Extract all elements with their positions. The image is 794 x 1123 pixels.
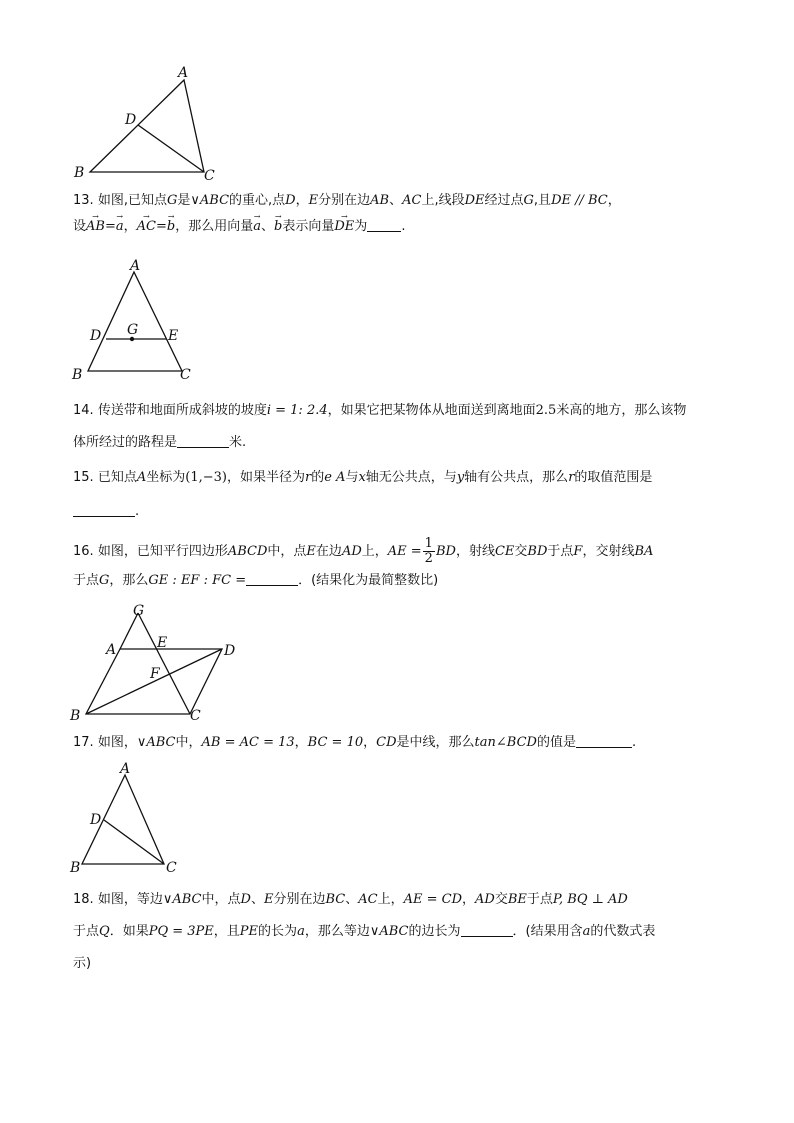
question-17: [73, 730, 733, 756]
label-d: D: [90, 812, 102, 828]
q15-line-2: [73, 499, 733, 525]
fraction-one-half: [423, 537, 435, 566]
label-d: D: [90, 328, 102, 344]
math: F: [573, 544, 583, 559]
math: 2.5: [535, 403, 557, 418]
text: 的: [311, 470, 325, 485]
answer-blank: [246, 571, 298, 586]
q17-number: 17.: [73, 735, 94, 750]
math: PE: [239, 924, 259, 939]
q14-line-1: [73, 398, 733, 424]
text: .: [401, 219, 406, 234]
q18-line-2: [73, 916, 733, 948]
triangle-abc-figure: [72, 62, 232, 182]
question-18: [73, 884, 733, 980]
text: 已知点: [97, 470, 137, 485]
text: 与: [345, 470, 359, 485]
text: 如图,已知点: [97, 193, 167, 208]
math: e A: [324, 470, 346, 485]
math: ∨ABC: [136, 735, 176, 750]
math: DE // BC: [551, 193, 608, 208]
text: 经过点: [484, 193, 524, 208]
text: 的取值范围是: [574, 470, 653, 485]
text: ，: [294, 735, 308, 750]
text: 的值是: [536, 735, 576, 750]
label-e: E: [168, 328, 179, 344]
label-g: G: [133, 603, 145, 619]
text: 上，: [377, 892, 404, 907]
text: ．(结果用含: [512, 924, 583, 939]
figure-q13: [72, 258, 212, 384]
math: AD: [341, 544, 362, 559]
text: 表示向量: [282, 219, 335, 234]
math: x: [358, 470, 366, 485]
text: ，且: [213, 924, 240, 939]
math: G: [99, 573, 110, 588]
label-a: A: [178, 65, 189, 81]
math: P, BQ ⊥ AD: [552, 892, 628, 907]
text: 、: [261, 219, 275, 234]
text: 设: [73, 219, 87, 234]
q17-line-1: [73, 730, 733, 756]
answer-blank: [461, 922, 513, 937]
q16-line-1: [73, 536, 733, 568]
text: ，如果半径为: [226, 470, 305, 485]
label-c: C: [180, 367, 191, 383]
math: E: [263, 892, 274, 907]
label-b: B: [72, 367, 83, 383]
text: 、: [389, 193, 403, 208]
text: 轴有公共点，那么: [464, 470, 569, 485]
text: 的代数式表: [590, 924, 656, 939]
math: =: [156, 219, 167, 234]
math: AB: [370, 193, 390, 208]
text: 上，: [361, 544, 388, 559]
math: BA: [634, 544, 654, 559]
q15-number: 15.: [73, 470, 94, 485]
segment-dc: [138, 125, 204, 172]
math: E: [308, 193, 319, 208]
label-c: C: [204, 168, 215, 184]
math: PQ = 3PE: [148, 924, 214, 939]
math: BC: [325, 892, 346, 907]
text: 如图，: [97, 735, 137, 750]
text: 是中线，那么: [396, 735, 475, 750]
text: 、: [250, 892, 264, 907]
label-c: C: [166, 860, 177, 876]
text: 中，点: [267, 544, 307, 559]
math: tan∠BCD: [474, 735, 537, 750]
q16-number: 16.: [73, 544, 94, 559]
denominator: 2: [424, 551, 433, 566]
text: ．(结果化为最简整数比): [298, 573, 439, 588]
text: 分别在边: [318, 193, 371, 208]
answer-blank: [73, 502, 135, 517]
label-b: B: [74, 165, 85, 181]
parallelogram-figure: [70, 600, 250, 724]
vector: → b: [167, 214, 175, 240]
q16-line-2: [73, 568, 733, 594]
text: 于点: [547, 544, 574, 559]
answer-blank: [367, 217, 401, 232]
text: ，: [123, 219, 137, 234]
math: (1,−3): [185, 470, 227, 485]
q18-line-3: [73, 948, 733, 980]
math: CE: [494, 544, 515, 559]
q18-line-1: [73, 884, 733, 916]
text: 于点: [526, 892, 553, 907]
text: ，那么: [109, 573, 149, 588]
vector: → AC: [137, 214, 156, 240]
text: ，: [363, 735, 377, 750]
math: Q: [99, 924, 110, 939]
text: 传送带和地面所成斜坡的坡度: [97, 403, 267, 418]
text: .: [631, 735, 637, 750]
math: E: [306, 544, 316, 559]
math: AE =: [387, 544, 422, 559]
math: CD: [376, 735, 397, 750]
answer-blank: [177, 433, 229, 448]
text: 于点: [73, 573, 100, 588]
math: i = 1: 2.4: [266, 403, 328, 418]
math: AE = CD: [403, 892, 463, 907]
text: 示): [73, 956, 92, 971]
math: BD: [527, 544, 548, 559]
text: ,且: [533, 193, 552, 208]
math: =: [104, 219, 116, 234]
text: .: [135, 504, 140, 519]
q14-number: 14.: [73, 403, 94, 418]
q13-number: 13.: [73, 193, 94, 208]
text: 的长为: [258, 924, 298, 939]
question-15: [73, 465, 733, 525]
math: ∨ABC: [369, 924, 409, 939]
math: AC: [358, 892, 378, 907]
question-16: [73, 536, 733, 594]
text: 坐标为: [146, 470, 186, 485]
math: D: [285, 193, 296, 208]
answer-blank: [576, 733, 632, 748]
text: 交: [494, 892, 508, 907]
text: 的重心,点: [229, 193, 286, 208]
q18-number: 18.: [73, 892, 94, 907]
math: BC = 10: [307, 735, 364, 750]
text: ，那么等边: [304, 924, 370, 939]
vector: → AB: [86, 214, 105, 240]
label-b: B: [70, 860, 81, 876]
math: DE: [464, 193, 485, 208]
label-c: C: [190, 708, 201, 724]
text: ，射线: [455, 544, 495, 559]
text: ，: [295, 193, 309, 208]
math: ∨ABC: [190, 193, 230, 208]
isosceles-triangle-figure: [70, 762, 200, 880]
label-e: E: [157, 635, 168, 651]
math: a: [297, 924, 305, 939]
figure-q17: [70, 762, 200, 880]
q14-line-2: [73, 430, 733, 456]
figure-q16: [70, 600, 250, 724]
triangle-abc: [90, 80, 204, 172]
vector: → a: [116, 214, 124, 240]
q13-line-2: [73, 214, 733, 240]
math: A: [136, 470, 147, 485]
question-13: [73, 188, 733, 240]
math: AD: [475, 892, 495, 907]
question-14: [73, 398, 733, 456]
q15-line-1: [73, 465, 733, 491]
text: 上,线段: [421, 193, 465, 208]
math: ∨ABC: [162, 892, 202, 907]
math: D: [240, 892, 251, 907]
math: ABCD: [227, 544, 268, 559]
text: ，: [462, 892, 476, 907]
text: 如图，等边: [97, 892, 163, 907]
text: 、: [345, 892, 359, 907]
text: 米.: [229, 435, 247, 450]
math: AC: [402, 193, 422, 208]
label-b: B: [70, 708, 81, 724]
math: AB = AC = 13: [201, 735, 295, 750]
vector: → a: [253, 214, 261, 240]
text: 米高的地方，那么该物: [556, 403, 687, 418]
text: 交: [514, 544, 528, 559]
text: 为: [354, 219, 368, 234]
math: BE: [507, 892, 527, 907]
text: 中，点: [201, 892, 241, 907]
label-f: F: [150, 666, 160, 682]
math: BD: [435, 544, 456, 559]
numerator: 1: [424, 536, 433, 551]
math: GE : EF : FC =: [148, 573, 247, 588]
text: 分别在边: [273, 892, 326, 907]
label-a: A: [120, 761, 131, 777]
label-a: A: [106, 642, 117, 658]
ray-ce: [138, 613, 190, 714]
text: ，交射线: [582, 544, 635, 559]
text: 于点: [73, 924, 100, 939]
vector: → b: [274, 214, 282, 240]
text: 的边长为: [408, 924, 461, 939]
math: r: [304, 470, 312, 485]
figure-q12: [72, 62, 232, 182]
text: ．如果: [109, 924, 149, 939]
text: ，: [607, 193, 621, 208]
text: 如图，已知平行四边形: [97, 544, 228, 559]
text: 中，: [175, 735, 202, 750]
text: ，如果它把某物体从地面送到离地面: [327, 403, 536, 418]
text: 体所经过的路程是: [73, 435, 178, 450]
math: y: [456, 470, 465, 485]
math: a: [582, 924, 591, 939]
label-g: G: [127, 322, 139, 338]
vector: → DE: [334, 214, 354, 240]
text: 是: [177, 193, 191, 208]
math: G: [523, 193, 534, 208]
math: G: [166, 193, 178, 208]
text: 在边: [315, 544, 342, 559]
label-d: D: [125, 112, 137, 128]
text: ，那么用向量: [175, 219, 254, 234]
math: r: [568, 470, 575, 485]
label-d: D: [224, 643, 236, 659]
text: 轴无公共点，与: [365, 470, 457, 485]
label-a: A: [130, 258, 141, 274]
triangle-with-centroid: [72, 258, 212, 384]
